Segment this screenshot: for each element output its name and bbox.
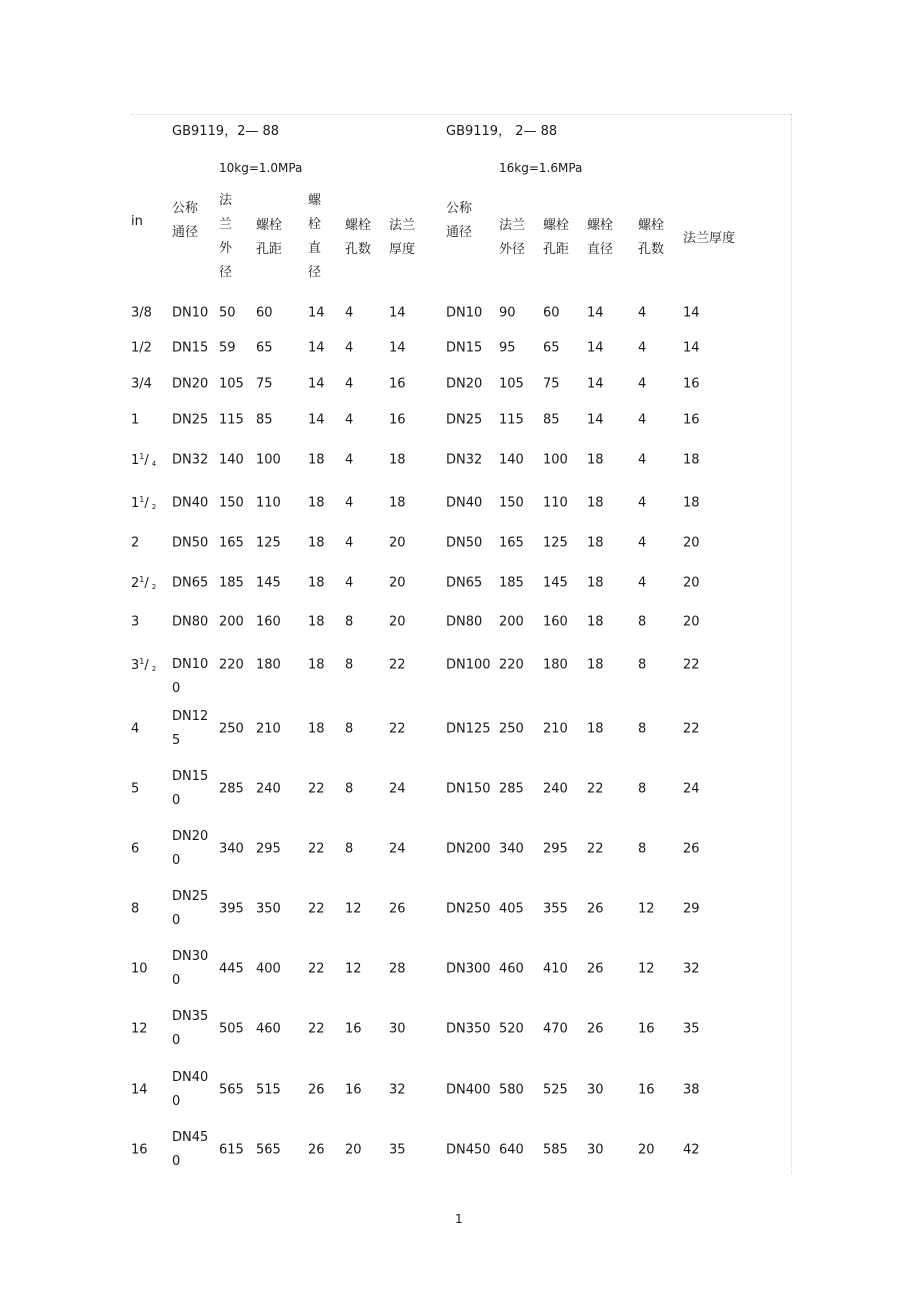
standard-right: GB9119， 2— 88 — [446, 124, 558, 139]
cell-bolt-pitch-right: 160 — [543, 614, 568, 630]
cell-dn-left: DN32 — [172, 452, 209, 468]
cell-bolt-count-right: 8 — [638, 614, 647, 630]
cell-bolt-dia-right: 14 — [587, 412, 604, 428]
cell-thickness-right: 14 — [683, 305, 700, 321]
cell-dn-right: DN150 — [446, 781, 491, 797]
cell-bolt-dia-right: 18 — [587, 452, 604, 468]
cell-bolt-count-right: 4 — [638, 495, 647, 511]
cell-outer-dia-left: 185 — [219, 575, 244, 591]
cell-outer-dia-left: 150 — [219, 495, 244, 511]
cell-bolt-dia-right: 26 — [587, 901, 604, 917]
cell-thickness-left: 30 — [389, 1021, 406, 1037]
cell-thickness-left: 18 — [389, 495, 406, 511]
cell-outer-dia-left: 250 — [219, 721, 244, 737]
cell-in: 4 — [131, 721, 140, 737]
cell-dn-left: DN20 — [172, 376, 209, 392]
cell-thickness-left: 14 — [389, 305, 406, 321]
cell-bolt-dia-right: 14 — [587, 376, 604, 392]
cell-bolt-pitch-right: 180 — [543, 657, 568, 673]
cell-dn-right: DN20 — [446, 376, 483, 392]
cell-bolt-count-right: 12 — [638, 901, 655, 917]
cell-dn-left: DN50 — [172, 535, 209, 551]
cell-outer-dia-right: 460 — [499, 961, 524, 977]
inch-numerator: 1 — [139, 656, 145, 666]
cell-bolt-pitch-right: 585 — [543, 1142, 568, 1158]
cell-outer-dia-right: 105 — [499, 376, 524, 392]
cell-thickness-left: 26 — [389, 901, 406, 917]
cell-outer-dia-right: 200 — [499, 614, 524, 630]
cell-bolt-pitch-right: 470 — [543, 1021, 568, 1037]
cell-bolt-count-right: 8 — [638, 721, 647, 737]
cell-dn-left: DN350 — [172, 1009, 209, 1048]
cell-bolt-count-right: 20 — [638, 1142, 655, 1158]
cell-bolt-pitch-left: 160 — [256, 614, 281, 630]
cell-outer-dia-left: 115 — [219, 412, 244, 428]
cell-thickness-left: 18 — [389, 452, 406, 468]
header-in: in — [131, 214, 143, 229]
cell-outer-dia-left: 59 — [219, 340, 236, 356]
inch-numerator: 1 — [139, 451, 145, 461]
cell-bolt-count-left: 4 — [345, 495, 354, 511]
cell-dn-left: DN80 — [172, 614, 209, 630]
cell-outer-dia-right: 250 — [499, 721, 524, 737]
cell-outer-dia-left: 445 — [219, 961, 244, 977]
cell-thickness-right: 26 — [683, 841, 700, 857]
cell-thickness-right: 22 — [683, 721, 700, 737]
cell-bolt-dia-left: 18 — [308, 452, 325, 468]
cell-outer-dia-right: 115 — [499, 412, 524, 428]
cell-dn-left: DN200 — [172, 829, 209, 868]
cell-bolt-count-left: 12 — [345, 901, 362, 917]
cell-bolt-pitch-left: 350 — [256, 901, 281, 917]
cell-bolt-dia-right: 14 — [587, 305, 604, 321]
cell-bolt-count-left: 8 — [345, 721, 354, 737]
cell-dn-left: DN125 — [172, 709, 209, 748]
cell-bolt-pitch-right: 125 — [543, 535, 568, 551]
cell-bolt-dia-left: 26 — [308, 1142, 325, 1158]
cell-bolt-pitch-left: 100 — [256, 452, 281, 468]
cell-in: 2 — [131, 535, 140, 551]
cell-in: 12 — [131, 1021, 148, 1037]
cell-dn-right: DN250 — [446, 901, 491, 917]
cell-bolt-dia-right: 18 — [587, 614, 604, 630]
cell-dn-left: DN400 — [172, 1070, 209, 1109]
cell-dn-right: DN350 — [446, 1021, 491, 1037]
inch-whole: 3 — [131, 658, 140, 674]
cell-thickness-left: 22 — [389, 721, 406, 737]
cell-thickness-left: 20 — [389, 575, 406, 591]
cell-thickness-left: 32 — [389, 1082, 406, 1098]
cell-bolt-count-right: 4 — [638, 412, 647, 428]
cell-bolt-dia-left: 14 — [308, 376, 325, 392]
cell-outer-dia-right: 140 — [499, 452, 524, 468]
cell-outer-dia-right: 165 — [499, 535, 524, 551]
cell-dn-left: DN150 — [172, 769, 209, 808]
cell-bolt-pitch-left: 400 — [256, 961, 281, 977]
header-nominal-left: 公称通径 — [172, 201, 199, 240]
cell-outer-dia-right: 220 — [499, 657, 524, 673]
cell-bolt-count-right: 8 — [638, 657, 647, 673]
cell-bolt-dia-right: 22 — [587, 781, 604, 797]
cell-bolt-count-left: 12 — [345, 961, 362, 977]
cell-dn-left: DN65 — [172, 575, 209, 591]
cell-in: 3/4 — [131, 376, 152, 392]
cell-bolt-pitch-left: 75 — [256, 376, 273, 392]
cell-bolt-pitch-left: 295 — [256, 841, 281, 857]
cell-outer-dia-right: 90 — [499, 305, 516, 321]
cell-thickness-right: 29 — [683, 901, 700, 917]
cell-in: 1/2 — [131, 340, 152, 356]
cell-bolt-pitch-right: 240 — [543, 781, 568, 797]
inch-whole: 2 — [131, 576, 140, 592]
cell-outer-dia-left: 200 — [219, 614, 244, 630]
cell-bolt-pitch-left: 65 — [256, 340, 273, 356]
header-nominal-right: 公称通径 — [446, 201, 473, 240]
cell-dn-right: DN400 — [446, 1082, 491, 1098]
cell-bolt-dia-right: 18 — [587, 495, 604, 511]
cell-bolt-pitch-right: 100 — [543, 452, 568, 468]
cell-bolt-dia-right: 30 — [587, 1142, 604, 1158]
cell-outer-dia-left: 285 — [219, 781, 244, 797]
page-number: 1 — [455, 1212, 463, 1226]
cell-in: $2^1/$ $_2$ — [131, 574, 157, 592]
cell-bolt-pitch-right: 145 — [543, 575, 568, 591]
cell-bolt-dia-right: 18 — [587, 575, 604, 591]
cell-dn-right: DN200 — [446, 841, 491, 857]
cell-dn-right: DN40 — [446, 495, 483, 511]
cell-outer-dia-right: 150 — [499, 495, 524, 511]
cell-bolt-dia-left: 18 — [308, 495, 325, 511]
cell-outer-dia-left: 220 — [219, 657, 244, 673]
cell-bolt-dia-right: 18 — [587, 721, 604, 737]
cell-bolt-pitch-left: 515 — [256, 1082, 281, 1098]
inch-denominator: 2 — [151, 503, 157, 512]
cell-bolt-dia-left: 18 — [308, 721, 325, 737]
cell-bolt-pitch-left: 565 — [256, 1142, 281, 1158]
cell-bolt-count-left: 4 — [345, 535, 354, 551]
cell-outer-dia-left: 140 — [219, 452, 244, 468]
cell-dn-left: DN300 — [172, 949, 209, 988]
cell-outer-dia-right: 640 — [499, 1142, 524, 1158]
cell-bolt-count-right: 4 — [638, 575, 647, 591]
cell-bolt-dia-left: 18 — [308, 614, 325, 630]
cell-outer-dia-left: 505 — [219, 1021, 244, 1037]
cell-bolt-count-left: 16 — [345, 1021, 362, 1037]
cell-dn-left: DN100 — [172, 657, 209, 696]
cell-outer-dia-right: 185 — [499, 575, 524, 591]
cell-bolt-pitch-right: 65 — [543, 340, 560, 356]
cell-in: $3^1/$ $_2$ — [131, 656, 157, 674]
cell-dn-left: DN15 — [172, 340, 209, 356]
cell-thickness-right: 42 — [683, 1142, 700, 1158]
cell-thickness-left: 28 — [389, 961, 406, 977]
cell-dn-right: DN100 — [446, 657, 491, 673]
cell-thickness-left: 24 — [389, 841, 406, 857]
cell-dn-right: DN25 — [446, 412, 483, 428]
cell-dn-left: DN25 — [172, 412, 209, 428]
cell-bolt-count-right: 8 — [638, 781, 647, 797]
cell-dn-right: DN10 — [446, 305, 483, 321]
inch-denominator: 2 — [151, 583, 157, 592]
inch-numerator: 1 — [139, 574, 145, 584]
inch-numerator: 1 — [139, 494, 145, 504]
cell-thickness-right: 38 — [683, 1082, 700, 1098]
inch-whole: 1 — [131, 453, 140, 469]
header-bolt-count-right: 螺栓孔数 — [638, 218, 665, 257]
cell-thickness-right: 35 — [683, 1021, 700, 1037]
cell-dn-left: DN40 — [172, 495, 209, 511]
cell-bolt-dia-right: 22 — [587, 841, 604, 857]
cell-bolt-count-left: 8 — [345, 841, 354, 857]
cell-thickness-right: 18 — [683, 495, 700, 511]
cell-dn-right: DN65 — [446, 575, 483, 591]
cell-thickness-right: 24 — [683, 781, 700, 797]
cell-bolt-count-right: 4 — [638, 376, 647, 392]
pressure-left: 10kg=1.0MPa — [219, 161, 303, 175]
cell-dn-right: DN125 — [446, 721, 491, 737]
cell-bolt-dia-left: 22 — [308, 841, 325, 857]
cell-bolt-dia-left: 22 — [308, 781, 325, 797]
header-outer-dia-left: 法兰外径 — [219, 193, 233, 280]
cell-in: 8 — [131, 901, 140, 917]
cell-bolt-count-left: 4 — [345, 376, 354, 392]
cell-bolt-dia-left: 18 — [308, 657, 325, 673]
header-thickness-left: 法兰厚度 — [389, 218, 416, 257]
cell-bolt-pitch-left: 210 — [256, 721, 281, 737]
cell-outer-dia-left: 615 — [219, 1142, 244, 1158]
cell-bolt-dia-left: 14 — [308, 305, 325, 321]
cell-bolt-dia-left: 26 — [308, 1082, 325, 1098]
cell-bolt-count-left: 8 — [345, 781, 354, 797]
cell-thickness-left: 35 — [389, 1142, 406, 1158]
cell-bolt-dia-right: 18 — [587, 535, 604, 551]
cell-in: 6 — [131, 841, 140, 857]
cell-dn-left: DN450 — [172, 1130, 209, 1169]
cell-bolt-count-right: 4 — [638, 305, 647, 321]
cell-thickness-right: 16 — [683, 376, 700, 392]
cell-bolt-pitch-left: 110 — [256, 495, 281, 511]
cell-in: 16 — [131, 1142, 148, 1158]
cell-in: 14 — [131, 1082, 148, 1098]
cell-bolt-pitch-left: 60 — [256, 305, 273, 321]
cell-bolt-count-right: 16 — [638, 1082, 655, 1098]
inch-denominator: 2 — [151, 665, 157, 674]
cell-in: 3/8 — [131, 305, 152, 321]
cell-thickness-left: 22 — [389, 657, 406, 673]
cell-thickness-left: 20 — [389, 614, 406, 630]
cell-bolt-pitch-right: 60 — [543, 305, 560, 321]
cell-in: 3 — [131, 614, 140, 630]
cell-thickness-right: 18 — [683, 452, 700, 468]
cell-outer-dia-right: 340 — [499, 841, 524, 857]
cell-dn-right: DN32 — [446, 452, 483, 468]
cell-thickness-right: 16 — [683, 412, 700, 428]
cell-outer-dia-left: 565 — [219, 1082, 244, 1098]
cell-bolt-dia-right: 26 — [587, 1021, 604, 1037]
cell-bolt-count-left: 8 — [345, 614, 354, 630]
cell-outer-dia-left: 105 — [219, 376, 244, 392]
cell-outer-dia-right: 580 — [499, 1082, 524, 1098]
cell-outer-dia-left: 165 — [219, 535, 244, 551]
cell-bolt-count-right: 12 — [638, 961, 655, 977]
cell-bolt-dia-left: 18 — [308, 535, 325, 551]
cell-outer-dia-left: 395 — [219, 901, 244, 917]
cell-bolt-count-right: 4 — [638, 535, 647, 551]
inch-denominator: 4 — [151, 460, 157, 469]
header-outer-dia-right: 法兰外径 — [499, 218, 526, 257]
inch-whole: 1 — [131, 496, 140, 512]
cell-bolt-pitch-right: 295 — [543, 841, 568, 857]
cell-dn-left: DN250 — [172, 889, 209, 928]
cell-thickness-left: 14 — [389, 340, 406, 356]
cell-bolt-dia-right: 30 — [587, 1082, 604, 1098]
cell-thickness-left: 16 — [389, 376, 406, 392]
cell-bolt-dia-right: 26 — [587, 961, 604, 977]
cell-thickness-left: 24 — [389, 781, 406, 797]
cell-in: 10 — [131, 961, 148, 977]
header-bolt-pitch-right: 螺栓孔距 — [543, 218, 570, 257]
cell-dn-left: DN10 — [172, 305, 209, 321]
cell-bolt-pitch-right: 525 — [543, 1082, 568, 1098]
cell-dn-right: DN300 — [446, 961, 491, 977]
cell-bolt-dia-right: 18 — [587, 657, 604, 673]
cell-bolt-count-left: 4 — [345, 305, 354, 321]
cell-dn-right: DN50 — [446, 535, 483, 551]
cell-bolt-count-left: 20 — [345, 1142, 362, 1158]
header-bolt-dia-right: 螺栓直径 — [587, 218, 614, 257]
cell-bolt-pitch-right: 75 — [543, 376, 560, 392]
header-thickness-right: 法兰厚度 — [683, 231, 736, 246]
cell-bolt-dia-left: 22 — [308, 1021, 325, 1037]
frame-top-line — [131, 114, 791, 115]
cell-bolt-pitch-right: 210 — [543, 721, 568, 737]
cell-bolt-dia-left: 22 — [308, 961, 325, 977]
cell-in: 5 — [131, 781, 140, 797]
cell-bolt-dia-left: 14 — [308, 340, 325, 356]
cell-bolt-pitch-left: 145 — [256, 575, 281, 591]
cell-bolt-dia-right: 14 — [587, 340, 604, 356]
cell-thickness-right: 22 — [683, 657, 700, 673]
header-bolt-dia-left: 螺栓直径 — [308, 193, 322, 280]
cell-outer-dia-right: 520 — [499, 1021, 524, 1037]
cell-dn-right: DN15 — [446, 340, 483, 356]
cell-bolt-pitch-right: 110 — [543, 495, 568, 511]
cell-thickness-right: 20 — [683, 535, 700, 551]
cell-thickness-right: 14 — [683, 340, 700, 356]
cell-thickness-right: 32 — [683, 961, 700, 977]
standard-left: GB9119，2— 88 — [172, 124, 280, 139]
cell-dn-right: DN450 — [446, 1142, 491, 1158]
cell-bolt-pitch-left: 125 — [256, 535, 281, 551]
cell-in: $1^1/$ $_2$ — [131, 494, 157, 512]
cell-in: 1 — [131, 412, 140, 428]
cell-thickness-left: 20 — [389, 535, 406, 551]
cell-outer-dia-right: 405 — [499, 901, 524, 917]
cell-bolt-count-left: 4 — [345, 412, 354, 428]
cell-bolt-count-left: 8 — [345, 657, 354, 673]
cell-bolt-count-right: 4 — [638, 452, 647, 468]
cell-outer-dia-right: 285 — [499, 781, 524, 797]
header-bolt-count-left: 螺栓孔数 — [345, 218, 372, 257]
cell-bolt-pitch-right: 85 — [543, 412, 560, 428]
cell-bolt-pitch-right: 355 — [543, 901, 568, 917]
pressure-right: 16kg=1.6MPa — [499, 161, 583, 175]
cell-thickness-right: 20 — [683, 614, 700, 630]
cell-outer-dia-left: 50 — [219, 305, 236, 321]
cell-bolt-count-left: 4 — [345, 575, 354, 591]
cell-bolt-count-left: 4 — [345, 452, 354, 468]
cell-bolt-count-right: 16 — [638, 1021, 655, 1037]
cell-outer-dia-left: 340 — [219, 841, 244, 857]
cell-dn-right: DN80 — [446, 614, 483, 630]
cell-bolt-dia-left: 18 — [308, 575, 325, 591]
cell-in: $1^1/$ $_4$ — [131, 451, 157, 469]
cell-outer-dia-right: 95 — [499, 340, 516, 356]
cell-bolt-pitch-left: 180 — [256, 657, 281, 673]
cell-bolt-pitch-left: 240 — [256, 781, 281, 797]
cell-bolt-count-right: 8 — [638, 841, 647, 857]
cell-bolt-dia-left: 22 — [308, 901, 325, 917]
cell-bolt-pitch-left: 85 — [256, 412, 273, 428]
cell-bolt-count-right: 4 — [638, 340, 647, 356]
cell-bolt-dia-left: 14 — [308, 412, 325, 428]
cell-bolt-count-left: 16 — [345, 1082, 362, 1098]
cell-thickness-right: 20 — [683, 575, 700, 591]
cell-bolt-pitch-right: 410 — [543, 961, 568, 977]
header-bolt-pitch-left: 螺栓孔距 — [256, 218, 283, 257]
cell-thickness-left: 16 — [389, 412, 406, 428]
frame-right-line — [791, 114, 792, 1174]
cell-bolt-pitch-left: 460 — [256, 1021, 281, 1037]
cell-bolt-count-left: 4 — [345, 340, 354, 356]
